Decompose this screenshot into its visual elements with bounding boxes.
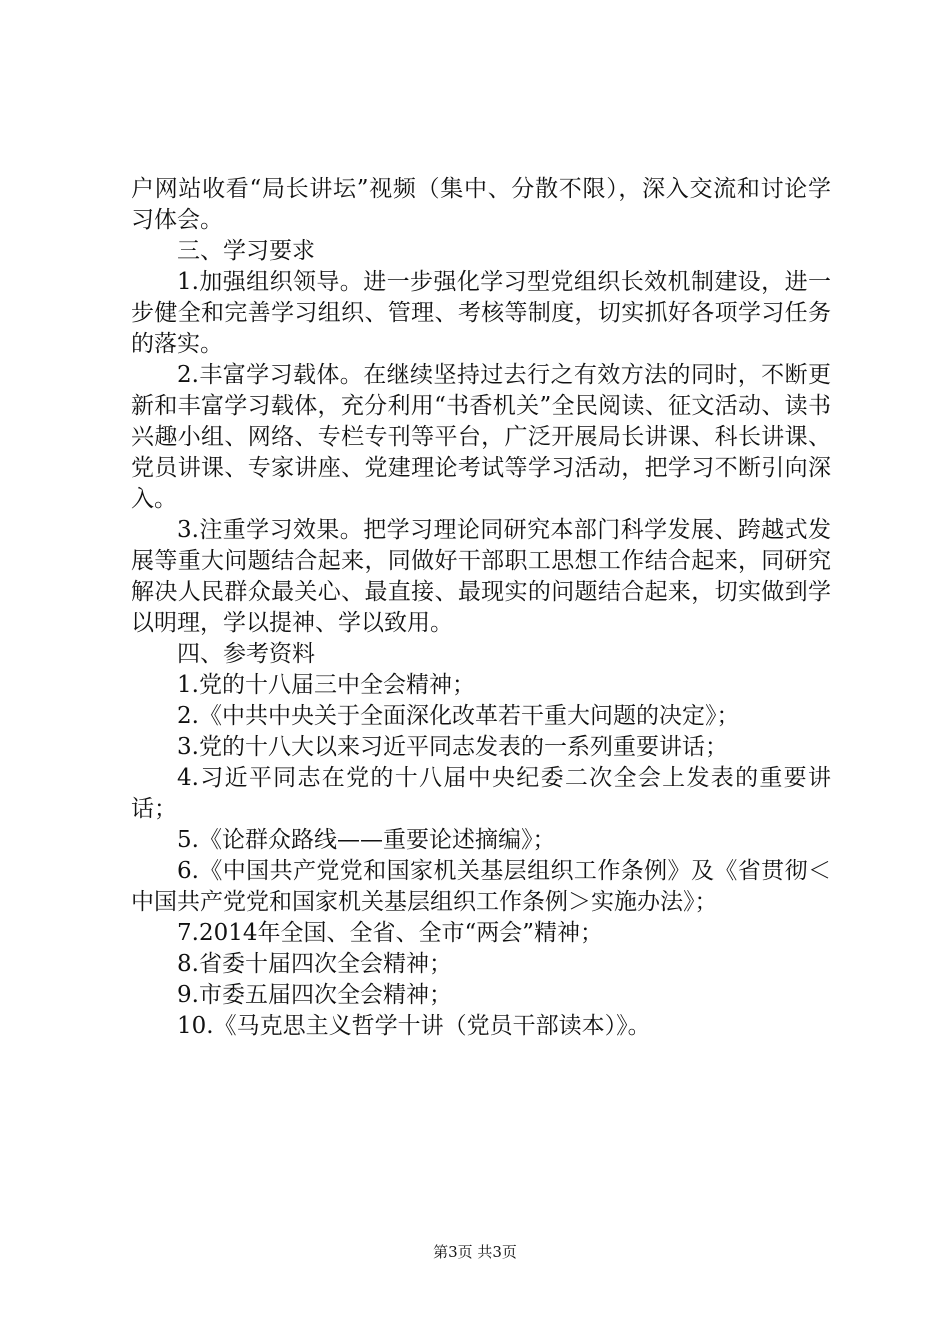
- paragraph-requirement-3: 3.注重学习效果。把学习理论同研究本部门科学发展、跨越式发展等重大问题结合起来，同做好干部职工思想工作结合起来，同研究解决人民群众最关心、最直接、最现实的问题结合起来，切实做到学以明理，学以提神、学以致用。: [131, 517, 831, 636]
- section-heading-requirements: 三、学习要求: [177, 238, 315, 264]
- reference-item-4: 4.习近平同志在党的十八届中央纪委二次全会上发表的重要讲话；: [131, 765, 831, 822]
- paragraph-continuation: 户网站收看“局长讲坛”视频（集中、分散不限），深入交流和讨论学习体会。: [131, 176, 831, 233]
- reference-item-3: 3.党的十八大以来习近平同志发表的一系列重要讲话；: [177, 734, 728, 760]
- document-body: [131, 174, 831, 1042]
- reference-item-2: 2.《中共中央关于全面深化改革若干重大问题的决定》；: [177, 703, 740, 729]
- reference-item-6: 6.《中国共产党党和国家机关基层组织工作条例》及《省贯彻＜中国共产党党和国家机关基层组织工作条例＞实施办法》；: [131, 858, 831, 915]
- reference-item-5: 5.《论群众路线——重要论述摘编》；: [177, 827, 556, 853]
- reference-item-9: 9.市委五届四次全会精神；: [177, 982, 452, 1008]
- reference-item-8: 8.省委十届四次全会精神；: [177, 951, 452, 977]
- reference-item-10: 10.《马克思主义哲学十讲（党员干部读本）》。: [177, 1013, 651, 1039]
- page-number-footer: 第3页 共3页: [433, 1243, 517, 1261]
- paragraph-requirement-1: 1.加强组织领导。进一步强化学习型党组织长效机制建设，进一步健全和完善学习组织、管理、考核等制度，切实抓好各项学习任务的落实。: [131, 269, 831, 357]
- reference-item-1: 1.党的十八届三中全会精神；: [177, 672, 475, 698]
- paragraph-requirement-2: 2.丰富学习载体。在继续坚持过去行之有效方法的同时，不断更新和丰富学习载体，充分利用“书香机关”全民阅读、征文活动、读书兴趣小组、网络、专栏专刊等平台，广泛开展局长讲课、科长讲课、党员讲课、专家讲座、党建理论考试等学习活动，把学习不断引向深入。: [131, 362, 831, 512]
- reference-item-7: 7.2014年全国、全省、全市“两会”精神；: [177, 920, 603, 946]
- section-heading-references: 四、参考资料: [177, 641, 315, 667]
